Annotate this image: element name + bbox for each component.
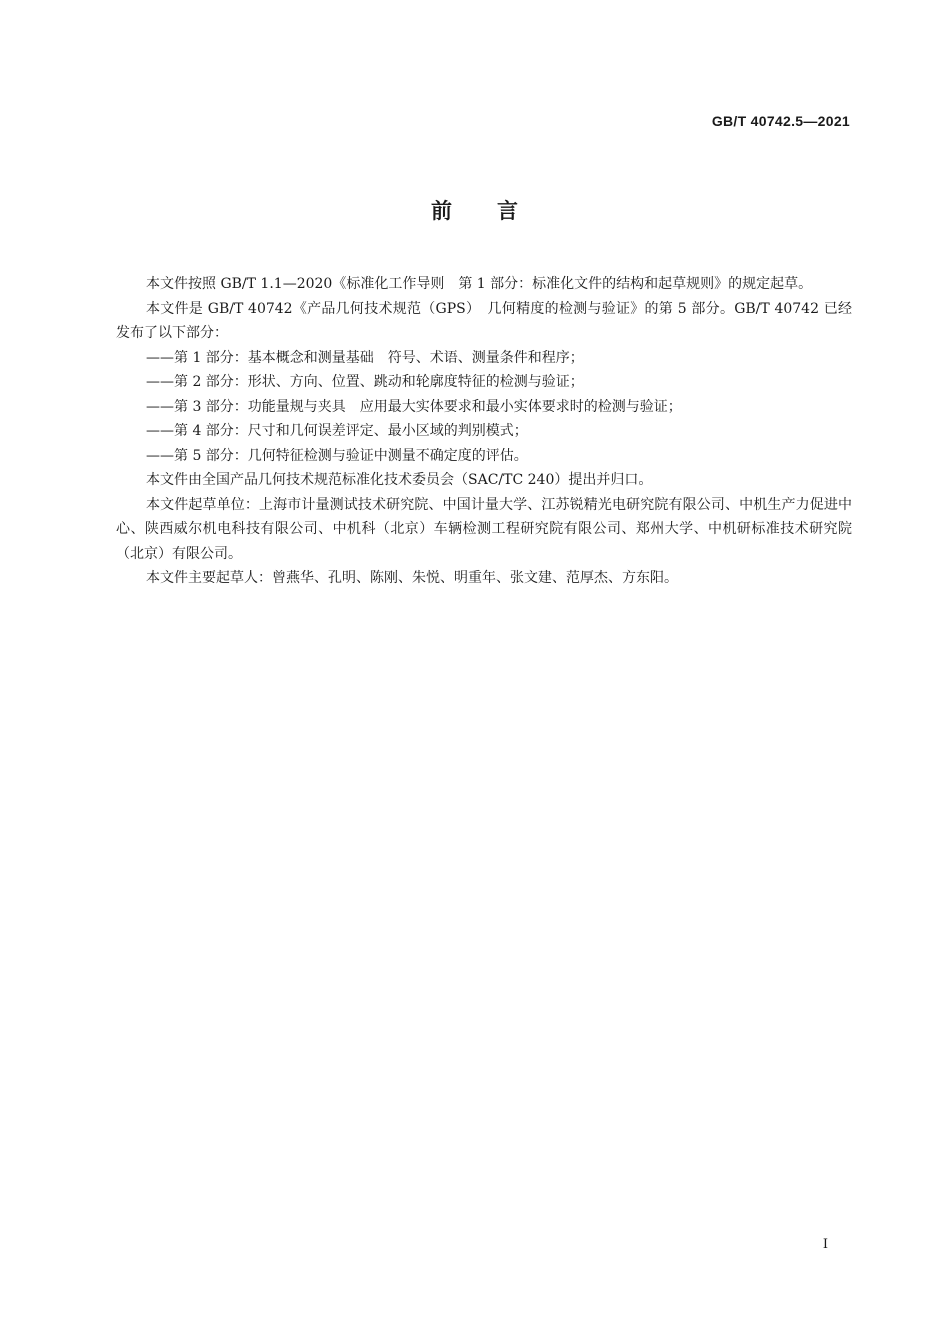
paragraph-series-info: 本文件是 GB/T 40742《产品几何技术规范（GPS） 几何精度的检测与验证》的第 5 部分。GB/T 40742 已经发布了以下部分：: [116, 300, 852, 341]
page-number: I: [822, 1237, 828, 1252]
foreword-body: [116, 272, 852, 591]
paragraph-drafting-rules: 本文件按照 GB/T 1.1—2020《标准化工作导则 第 1 部分：标准化文件的结构和起草规则》的规定起草。: [146, 276, 813, 292]
list-item-part-2: ——第 2 部分：形状、方向、位置、跳动和轮廓度特征的检测与验证；: [146, 374, 584, 390]
standard-number: GB/T 40742.5—2021: [711, 113, 850, 129]
page-title: 前 言: [431, 199, 519, 223]
list-item-part-3: ——第 3 部分：功能量规与夹具 应用最大实体要求和最小实体要求时的检测与验证；: [146, 398, 682, 415]
list-item-part-5: ——第 5 部分：几何特征检测与验证中测量不确定度的评估。: [146, 447, 528, 464]
paragraph-drafters: 本文件主要起草人：曾燕华、孔明、陈刚、朱悦、明重年、张文建、范厚杰、方东阳。: [146, 570, 678, 586]
list-item-part-1: ——第 1 部分：基本概念和测量基础 符号、术语、测量条件和程序；: [146, 349, 584, 366]
list-item-part-4: ——第 4 部分：尺寸和几何误差评定、最小区域的判别模式；: [146, 423, 528, 439]
paragraph-committee: 本文件由全国产品几何技术规范标准化技术委员会（SAC/TC 240）提出并归口。: [146, 472, 653, 488]
paragraph-drafting-units: 本文件起草单位：上海市计量测试技术研究院、中国计量大学、江苏锐精光电研究院有限公司、中机生产力促进中心、陕西威尔机电科技有限公司、中机科（北京）车辆检测工程研究院有限公司、郑州大学、中机研标准技术研究院（北京）有限公司。: [116, 496, 852, 562]
